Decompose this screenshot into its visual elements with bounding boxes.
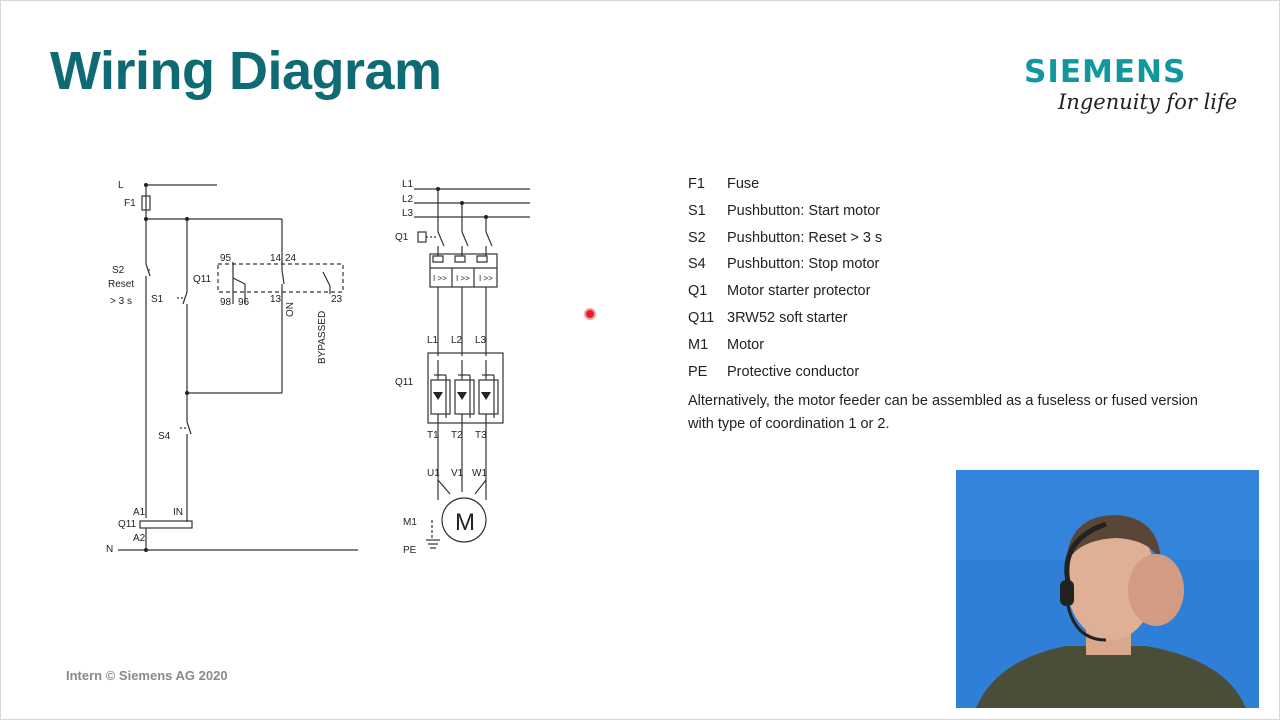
footer-copyright: Intern © Siemens AG 2020 — [66, 668, 228, 683]
label-V1: V1 — [451, 468, 464, 479]
laser-pointer — [584, 308, 596, 320]
legend-desc: Pushbutton: Start motor — [727, 202, 881, 219]
label-S4: S4 — [158, 431, 171, 442]
label-c98: 98 — [220, 297, 232, 308]
label-Q1: Q1 — [395, 232, 409, 243]
label-T2: T2 — [451, 430, 463, 441]
label-Q11-aux: Q11 — [193, 274, 212, 285]
legend-desc: Fuse — [727, 176, 760, 192]
legend — [688, 176, 1208, 390]
label-A1: A1 — [133, 507, 146, 518]
label-on: ON — [285, 302, 296, 317]
legend-row — [688, 364, 1208, 391]
label-S1: S1 — [151, 294, 164, 305]
label-pL2: L2 — [451, 335, 463, 346]
label-T3: T3 — [475, 430, 487, 441]
label-motor: M — [455, 509, 475, 536]
legend-code: M1 — [688, 336, 709, 353]
label-N: N — [106, 544, 114, 555]
label-IN: IN — [173, 507, 183, 518]
siemens-tagline: Ingenuity for life — [1058, 90, 1238, 114]
label-L3: L3 — [402, 208, 414, 219]
legend-row — [688, 176, 1208, 203]
legend-desc: Motor — [727, 336, 765, 353]
label-M1: M1 — [403, 517, 417, 528]
legend-row — [688, 256, 1208, 283]
legend-row — [688, 230, 1208, 257]
label-Q11-coil: Q11 — [118, 519, 137, 530]
label-c96: 96 — [238, 297, 250, 308]
legend-desc: Pushbutton: Stop motor — [727, 256, 880, 273]
label-c95: 95 — [220, 253, 232, 264]
legend-code: PE — [688, 363, 708, 380]
label-L: L — [118, 180, 124, 191]
label-U1: U1 — [427, 468, 440, 479]
label-pL3: L3 — [475, 335, 487, 346]
legend-row — [688, 283, 1208, 310]
legend-code: Q1 — [688, 283, 708, 300]
label-T1: T1 — [427, 430, 439, 441]
label-L1: L1 — [402, 179, 414, 190]
label-S2: S2 — [112, 265, 125, 276]
legend-code: S2 — [688, 229, 706, 246]
legend-code: S4 — [688, 256, 706, 273]
label-c13: 13 — [270, 294, 282, 305]
label-reset-time: > 3 s — [110, 296, 132, 307]
label-trip-3: I >> — [479, 274, 493, 283]
legend-code: Q11 — [688, 309, 715, 326]
label-trip-2: I >> — [456, 274, 470, 283]
label-c23: 23 — [331, 294, 343, 305]
legend-code: F1 — [688, 176, 705, 192]
label-reset: Reset — [108, 279, 135, 290]
legend-desc: Motor starter protector — [727, 283, 871, 300]
legend-desc: 3RW52 soft starter — [727, 309, 848, 326]
legend-desc: Pushbutton: Reset > 3 s — [727, 229, 883, 246]
label-Q11-power: Q11 — [395, 377, 414, 388]
label-c24: 24 — [285, 253, 297, 264]
legend-row — [688, 337, 1208, 364]
legend-note: Alternatively, the motor feeder can be assembled as a fuseless or fused version with type of coordination 1 or 2. — [688, 393, 1198, 432]
label-PE: PE — [403, 545, 417, 556]
presenter-image — [956, 470, 1259, 708]
label-W1: W1 — [472, 468, 487, 479]
legend-code: S1 — [688, 202, 706, 219]
label-A2: A2 — [133, 533, 146, 544]
label-bypassed: BYPASSED — [317, 310, 328, 364]
legend-row — [688, 310, 1208, 337]
label-c14: 14 — [270, 253, 282, 264]
wiring-diagram — [0, 0, 640, 600]
siemens-logo: SIEMENS — [1024, 54, 1187, 90]
label-trip-1: I >> — [433, 274, 447, 283]
legend-row — [688, 203, 1208, 230]
slide-title: Wiring Diagram — [50, 41, 442, 101]
label-L2: L2 — [402, 194, 414, 205]
legend-desc: Protective conductor — [727, 363, 860, 380]
webcam-overlay — [956, 470, 1259, 708]
label-pL1: L1 — [427, 335, 439, 346]
label-F1: F1 — [124, 198, 136, 209]
